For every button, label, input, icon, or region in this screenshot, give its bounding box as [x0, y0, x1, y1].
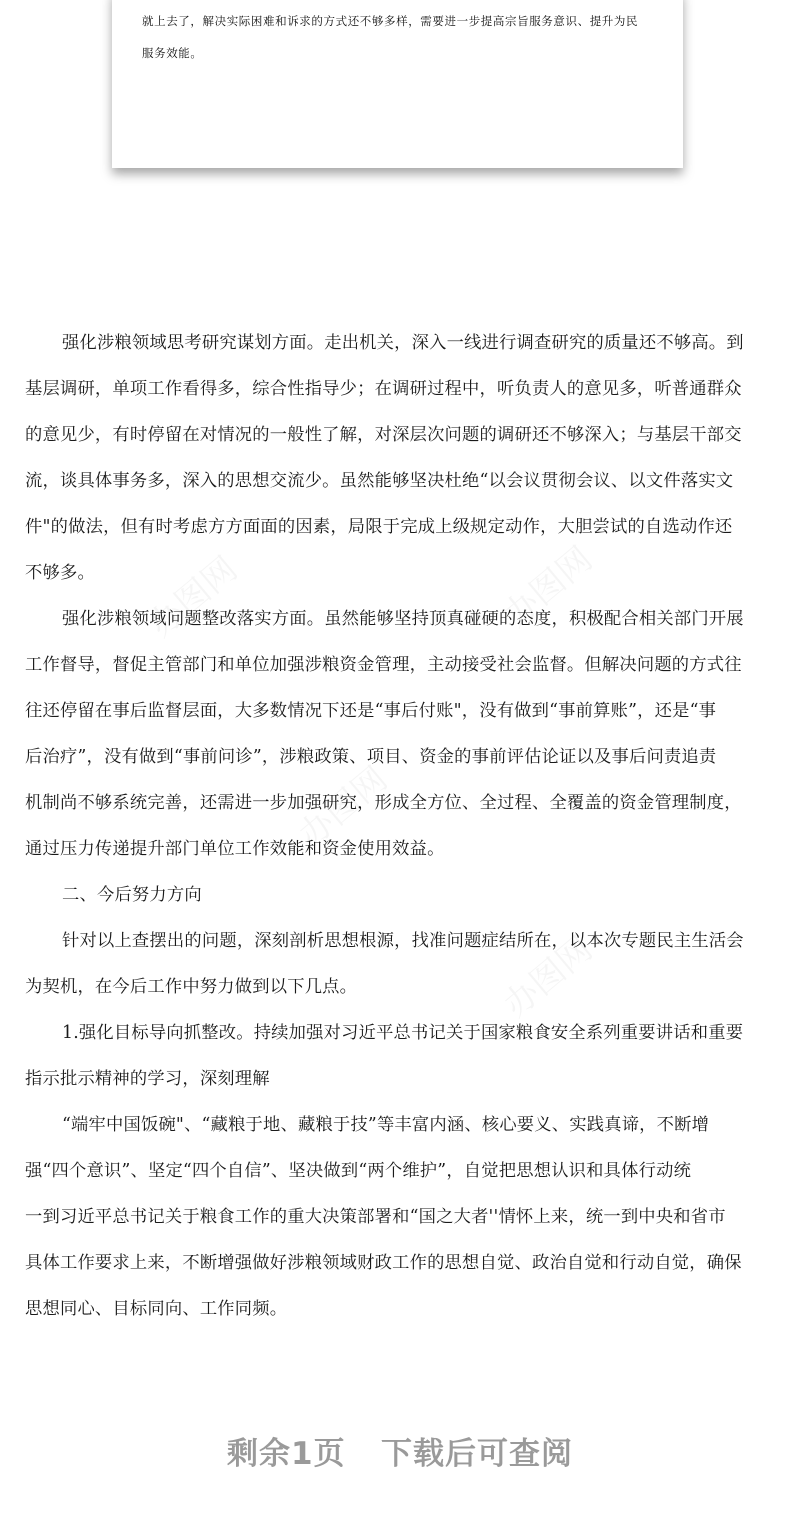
paragraph-line: 流，谈具体事务多，深入的思想交流少。虽然能够坚决杜绝“以会议贯彻会议、以文件落实文 — [25, 471, 734, 491]
paragraph-line: 指示批示精神的学习，深刻理解 — [25, 1069, 270, 1089]
paragraph-line: 强化涉粮领域问题整改落实方面。虽然能够坚持顶真碰硬的态度，积极配合相关部门开展 — [62, 609, 744, 629]
paragraph-line: 具体工作要求上来，不断增强做好涉粮领域财政工作的思想自觉、政治自觉和行动自觉，确保 — [25, 1253, 742, 1273]
paragraph-line: 针对以上查摆出的问题，深刻剖析思想根源，找准问题症结所在，以本次专题民主生活会 — [62, 931, 744, 951]
remaining-pages-label: 剩余1页 — [227, 1436, 346, 1472]
paragraph-line: 为契机，在今后工作中努力做到以下几点。 — [25, 977, 358, 997]
section-heading: 二、今后努力方向 — [62, 885, 202, 905]
download-hint-label: 下载后可查阅 — [380, 1436, 573, 1472]
paragraph-line: 机制尚不够系统完善，还需进一步加强研究，形成全方位、全过程、全覆盖的资金管理制度， — [25, 793, 742, 813]
paragraph-line: 往还停留在事后监督层面，大多数情况下还是“事后付账"，没有做到“事前算账”，还是“事 — [25, 701, 717, 721]
paragraph-line: 不够多。 — [25, 563, 95, 583]
paragraph-line: 强化涉粮领域思考研究谋划方面。走出机关，深入一线进行调查研究的质量还不够高。到 — [62, 333, 744, 353]
paragraph-line: 强“四个意识”、坚定“四个自信”、坚决做到“两个维护”，自觉把思想认识和具体行动统 — [25, 1161, 692, 1181]
preview-page-card — [112, 0, 683, 168]
preview-line: 就上去了，解决实际困难和诉求的方式还不够多样，需要进一步提高宗旨服务意识、提升为民 — [142, 14, 639, 28]
paragraph-line: 后治疗”，没有做到“事前问诊”，涉粮政策、项目、资金的事前评估论证以及事后问责追责 — [25, 747, 717, 767]
paragraph-line: 思想同心、目标同向、工作同频。 — [25, 1299, 288, 1319]
paragraph-line: 通过压力传递提升部门单位工作效能和资金使用效益。 — [25, 839, 445, 859]
preview-line: 服务效能。 — [142, 46, 203, 60]
paragraph-line: “端牢中国饭碗"、“藏粮于地、藏粮于技”等丰富内涵、核心要义、实践真谛，不断增 — [62, 1115, 710, 1135]
paragraph-line: 工作督导，督促主管部门和单位加强涉粮资金管理，主动接受社会监督。但解决问题的方式往 — [25, 655, 742, 675]
download-prompt[interactable] — [0, 1428, 800, 1473]
paragraph-line: 的意见少，有时停留在对情况的一般性了解，对深层次问题的调研还不够深入；与基层干部交 — [25, 425, 742, 445]
paragraph-line: 件"的做法，但有时考虑方方面面的因素，局限于完成上级规定动作，大胆尝试的自选动作还 — [25, 517, 733, 537]
paragraph-line: 基层调研，单项工作看得多，综合性指导少；在调研过程中，听负责人的意见多，听普通群众 — [25, 379, 742, 399]
paragraph-line: 1.强化目标导向抓整改。持续加强对习近平总书记关于国家粮食安全系列重要讲话和重要 — [62, 1023, 744, 1043]
paragraph-line: 一到习近平总书记关于粮食工作的重大决策部署和“国之大者''情怀上来，统一到中央和省市 — [25, 1207, 726, 1227]
document-body — [0, 320, 800, 1332]
